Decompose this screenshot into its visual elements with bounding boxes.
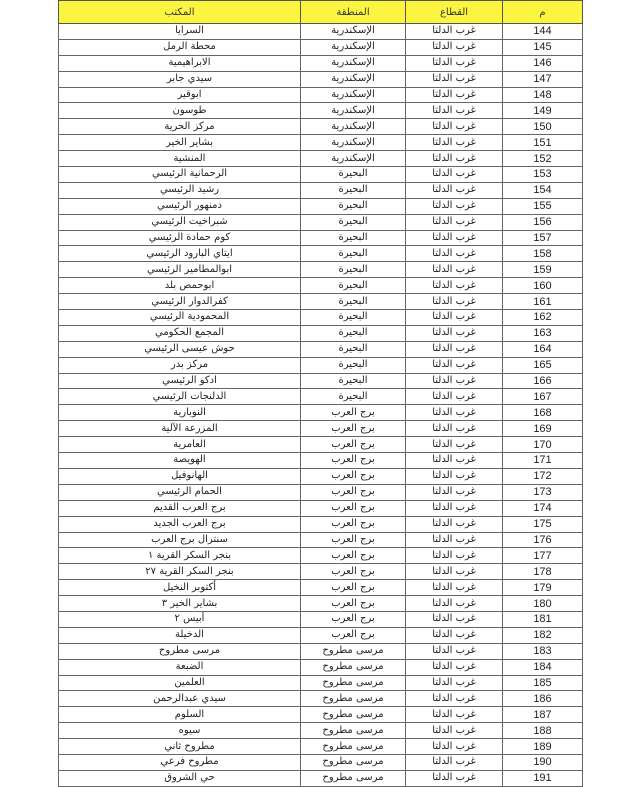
table-row bbox=[59, 532, 583, 548]
cell-region: البحيرة bbox=[301, 357, 406, 373]
cell-sector: غرب الدلتا bbox=[406, 294, 503, 310]
cell-num: 160 bbox=[503, 278, 583, 294]
cell-office: ابوالمطامير الرئيسي bbox=[59, 262, 301, 278]
cell-region: برج العرب bbox=[301, 564, 406, 580]
cell-sector: غرب الدلتا bbox=[406, 675, 503, 691]
cell-sector: غرب الدلتا bbox=[406, 198, 503, 214]
cell-num: 155 bbox=[503, 198, 583, 214]
cell-sector: غرب الدلتا bbox=[406, 262, 503, 278]
cell-num: 167 bbox=[503, 389, 583, 405]
table-row bbox=[59, 103, 583, 119]
cell-office: بنجر السكر القرية ١ bbox=[59, 548, 301, 564]
table-row bbox=[59, 71, 583, 87]
cell-office: الدلنجات الرئيسي bbox=[59, 389, 301, 405]
table-row bbox=[59, 405, 583, 421]
cell-office: ابوحمص بلد bbox=[59, 278, 301, 294]
cell-office: النوبارية bbox=[59, 405, 301, 421]
cell-sector: غرب الدلتا bbox=[406, 500, 503, 516]
cell-region: مرسى مطروح bbox=[301, 675, 406, 691]
cell-num: 175 bbox=[503, 516, 583, 532]
cell-region: برج العرب bbox=[301, 421, 406, 437]
cell-region: الإسكندرية bbox=[301, 24, 406, 40]
cell-office: مرسى مطروح bbox=[59, 643, 301, 659]
cell-region: برج العرب bbox=[301, 500, 406, 516]
cell-region: مرسى مطروح bbox=[301, 754, 406, 770]
cell-office: الضبعة bbox=[59, 659, 301, 675]
cell-sector: غرب الدلتا bbox=[406, 468, 503, 484]
cell-office: الدخيلة bbox=[59, 627, 301, 643]
cell-region: مرسى مطروح bbox=[301, 770, 406, 786]
table-row bbox=[59, 754, 583, 770]
cell-num: 159 bbox=[503, 262, 583, 278]
cell-num: 183 bbox=[503, 643, 583, 659]
cell-num: 169 bbox=[503, 421, 583, 437]
cell-num: 181 bbox=[503, 611, 583, 627]
cell-office: سيدي عبدالرحمن bbox=[59, 691, 301, 707]
header-region: المنطقة bbox=[301, 1, 406, 24]
cell-region: الإسكندرية bbox=[301, 71, 406, 87]
cell-num: 154 bbox=[503, 182, 583, 198]
header-sector: القطاع bbox=[406, 1, 503, 24]
cell-region: برج العرب bbox=[301, 437, 406, 453]
cell-office: ايتاي البارود الرئيسي bbox=[59, 246, 301, 262]
cell-region: برج العرب bbox=[301, 548, 406, 564]
cell-num: 191 bbox=[503, 770, 583, 786]
cell-office: أبيس ٢ bbox=[59, 611, 301, 627]
cell-office: السرايا bbox=[59, 24, 301, 40]
cell-num: 163 bbox=[503, 325, 583, 341]
cell-region: مرسى مطروح bbox=[301, 691, 406, 707]
cell-office: مركز بدر bbox=[59, 357, 301, 373]
table-row bbox=[59, 707, 583, 723]
cell-region: الإسكندرية bbox=[301, 151, 406, 167]
cell-sector: غرب الدلتا bbox=[406, 325, 503, 341]
cell-sector: غرب الدلتا bbox=[406, 278, 503, 294]
cell-office: المنشية bbox=[59, 151, 301, 167]
cell-office: طوسون bbox=[59, 103, 301, 119]
cell-sector: غرب الدلتا bbox=[406, 580, 503, 596]
cell-sector: غرب الدلتا bbox=[406, 532, 503, 548]
cell-num: 150 bbox=[503, 119, 583, 135]
table-row bbox=[59, 421, 583, 437]
cell-office: الهويصة bbox=[59, 453, 301, 469]
cell-num: 182 bbox=[503, 627, 583, 643]
cell-sector: غرب الدلتا bbox=[406, 310, 503, 326]
cell-sector: غرب الدلتا bbox=[406, 437, 503, 453]
table-row bbox=[59, 310, 583, 326]
cell-sector: غرب الدلتا bbox=[406, 39, 503, 55]
cell-num: 184 bbox=[503, 659, 583, 675]
table-row bbox=[59, 119, 583, 135]
cell-num: 165 bbox=[503, 357, 583, 373]
table-row bbox=[59, 278, 583, 294]
cell-office: ابوقير bbox=[59, 87, 301, 103]
cell-sector: غرب الدلتا bbox=[406, 341, 503, 357]
cell-sector: غرب الدلتا bbox=[406, 516, 503, 532]
cell-num: 144 bbox=[503, 24, 583, 40]
cell-region: الإسكندرية bbox=[301, 135, 406, 151]
cell-region: الإسكندرية bbox=[301, 103, 406, 119]
cell-office: الابراهيمية bbox=[59, 55, 301, 71]
cell-sector: غرب الدلتا bbox=[406, 739, 503, 755]
table-row bbox=[59, 564, 583, 580]
cell-num: 149 bbox=[503, 103, 583, 119]
cell-office: المزرعة الآلية bbox=[59, 421, 301, 437]
cell-sector: غرب الدلتا bbox=[406, 167, 503, 183]
cell-num: 146 bbox=[503, 55, 583, 71]
table-row bbox=[59, 739, 583, 755]
cell-num: 170 bbox=[503, 437, 583, 453]
table-row bbox=[59, 214, 583, 230]
cell-region: البحيرة bbox=[301, 182, 406, 198]
cell-office: أكتوبر النخيل bbox=[59, 580, 301, 596]
cell-office: المجمع الحكومي bbox=[59, 325, 301, 341]
cell-sector: غرب الدلتا bbox=[406, 754, 503, 770]
cell-office: برج العرب الجديد bbox=[59, 516, 301, 532]
cell-num: 164 bbox=[503, 341, 583, 357]
table-row bbox=[59, 691, 583, 707]
cell-office: مطروح ثاني bbox=[59, 739, 301, 755]
cell-sector: غرب الدلتا bbox=[406, 627, 503, 643]
cell-region: مرسى مطروح bbox=[301, 643, 406, 659]
cell-sector: غرب الدلتا bbox=[406, 548, 503, 564]
cell-sector: غرب الدلتا bbox=[406, 611, 503, 627]
cell-num: 189 bbox=[503, 739, 583, 755]
cell-region: برج العرب bbox=[301, 516, 406, 532]
cell-office: حي الشروق bbox=[59, 770, 301, 786]
table-row bbox=[59, 484, 583, 500]
cell-region: البحيرة bbox=[301, 198, 406, 214]
cell-office: شبراخيت الرئيسي bbox=[59, 214, 301, 230]
cell-sector: غرب الدلتا bbox=[406, 135, 503, 151]
cell-region: البحيرة bbox=[301, 214, 406, 230]
cell-num: 190 bbox=[503, 754, 583, 770]
cell-region: مرسى مطروح bbox=[301, 659, 406, 675]
cell-num: 145 bbox=[503, 39, 583, 55]
cell-region: الإسكندرية bbox=[301, 87, 406, 103]
table-row bbox=[59, 389, 583, 405]
cell-num: 178 bbox=[503, 564, 583, 580]
cell-sector: غرب الدلتا bbox=[406, 373, 503, 389]
cell-sector: غرب الدلتا bbox=[406, 87, 503, 103]
table-row bbox=[59, 516, 583, 532]
table-body bbox=[59, 24, 583, 787]
cell-num: 174 bbox=[503, 500, 583, 516]
cell-region: برج العرب bbox=[301, 405, 406, 421]
cell-region: برج العرب bbox=[301, 627, 406, 643]
cell-sector: غرب الدلتا bbox=[406, 103, 503, 119]
cell-sector: غرب الدلتا bbox=[406, 453, 503, 469]
cell-num: 180 bbox=[503, 596, 583, 612]
cell-num: 156 bbox=[503, 214, 583, 230]
table-row bbox=[59, 611, 583, 627]
cell-num: 151 bbox=[503, 135, 583, 151]
cell-region: برج العرب bbox=[301, 468, 406, 484]
table-row bbox=[59, 596, 583, 612]
cell-region: البحيرة bbox=[301, 373, 406, 389]
cell-sector: غرب الدلتا bbox=[406, 643, 503, 659]
cell-sector: غرب الدلتا bbox=[406, 151, 503, 167]
table-row bbox=[59, 87, 583, 103]
table-row bbox=[59, 39, 583, 55]
cell-region: البحيرة bbox=[301, 389, 406, 405]
cell-region: البحيرة bbox=[301, 278, 406, 294]
table-row bbox=[59, 468, 583, 484]
table-row bbox=[59, 675, 583, 691]
cell-office: الحمام الرئيسي bbox=[59, 484, 301, 500]
table-row bbox=[59, 151, 583, 167]
table-row bbox=[59, 341, 583, 357]
cell-num: 185 bbox=[503, 675, 583, 691]
cell-sector: غرب الدلتا bbox=[406, 55, 503, 71]
cell-sector: غرب الدلتا bbox=[406, 119, 503, 135]
table-row bbox=[59, 357, 583, 373]
cell-office: العلمين bbox=[59, 675, 301, 691]
table-row bbox=[59, 198, 583, 214]
cell-sector: غرب الدلتا bbox=[406, 182, 503, 198]
cell-sector: غرب الدلتا bbox=[406, 421, 503, 437]
cell-region: مرسى مطروح bbox=[301, 723, 406, 739]
cell-region: البحيرة bbox=[301, 230, 406, 246]
cell-num: 166 bbox=[503, 373, 583, 389]
cell-num: 161 bbox=[503, 294, 583, 310]
cell-office: بشاير الخير ٣ bbox=[59, 596, 301, 612]
table-row bbox=[59, 723, 583, 739]
cell-sector: غرب الدلتا bbox=[406, 357, 503, 373]
table-row bbox=[59, 373, 583, 389]
cell-num: 172 bbox=[503, 468, 583, 484]
cell-sector: غرب الدلتا bbox=[406, 770, 503, 786]
table-row bbox=[59, 580, 583, 596]
cell-office: ادكو الرئيسي bbox=[59, 373, 301, 389]
cell-office: الرحمانية الرئيسي bbox=[59, 167, 301, 183]
cell-region: البحيرة bbox=[301, 341, 406, 357]
cell-region: الإسكندرية bbox=[301, 39, 406, 55]
cell-office: المحمودية الرئيسي bbox=[59, 310, 301, 326]
cell-region: البحيرة bbox=[301, 167, 406, 183]
cell-office: دمنهور الرئيسي bbox=[59, 198, 301, 214]
cell-office: محطة الرمل bbox=[59, 39, 301, 55]
cell-office: الهانوفيل bbox=[59, 468, 301, 484]
cell-region: مرسى مطروح bbox=[301, 739, 406, 755]
cell-num: 179 bbox=[503, 580, 583, 596]
table-row bbox=[59, 643, 583, 659]
header-office: المكتب bbox=[59, 1, 301, 24]
cell-office: السلوم bbox=[59, 707, 301, 723]
table-row bbox=[59, 55, 583, 71]
cell-num: 162 bbox=[503, 310, 583, 326]
cell-num: 157 bbox=[503, 230, 583, 246]
cell-sector: غرب الدلتا bbox=[406, 691, 503, 707]
cell-region: البحيرة bbox=[301, 294, 406, 310]
cell-num: 148 bbox=[503, 87, 583, 103]
cell-num: 176 bbox=[503, 532, 583, 548]
cell-office: مركز الحرية bbox=[59, 119, 301, 135]
cell-office: بنجر السكر القرية ٢٧ bbox=[59, 564, 301, 580]
cell-sector: غرب الدلتا bbox=[406, 596, 503, 612]
table-row bbox=[59, 453, 583, 469]
cell-office: سيدي جابر bbox=[59, 71, 301, 87]
cell-sector: غرب الدلتا bbox=[406, 659, 503, 675]
cell-office: سيوه bbox=[59, 723, 301, 739]
cell-sector: غرب الدلتا bbox=[406, 24, 503, 40]
cell-num: 153 bbox=[503, 167, 583, 183]
cell-office: بشاير الخير bbox=[59, 135, 301, 151]
header-num: م bbox=[503, 1, 583, 24]
cell-num: 173 bbox=[503, 484, 583, 500]
cell-region: برج العرب bbox=[301, 484, 406, 500]
cell-sector: غرب الدلتا bbox=[406, 405, 503, 421]
table-row bbox=[59, 230, 583, 246]
cell-region: برج العرب bbox=[301, 532, 406, 548]
table-row bbox=[59, 262, 583, 278]
table-row bbox=[59, 246, 583, 262]
cell-num: 177 bbox=[503, 548, 583, 564]
cell-num: 171 bbox=[503, 453, 583, 469]
cell-office: حوش عيسى الرئيسي bbox=[59, 341, 301, 357]
cell-region: البحيرة bbox=[301, 246, 406, 262]
cell-sector: غرب الدلتا bbox=[406, 230, 503, 246]
cell-region: برج العرب bbox=[301, 596, 406, 612]
cell-office: سنترال برج العرب bbox=[59, 532, 301, 548]
cell-office: برج العرب القديم bbox=[59, 500, 301, 516]
cell-num: 187 bbox=[503, 707, 583, 723]
cell-sector: غرب الدلتا bbox=[406, 723, 503, 739]
table-row bbox=[59, 627, 583, 643]
cell-office: كفرالدوار الرئيسي bbox=[59, 294, 301, 310]
cell-num: 152 bbox=[503, 151, 583, 167]
cell-num: 188 bbox=[503, 723, 583, 739]
cell-region: الإسكندرية bbox=[301, 55, 406, 71]
table-row bbox=[59, 24, 583, 40]
table-row bbox=[59, 294, 583, 310]
table-row bbox=[59, 182, 583, 198]
offices-table bbox=[58, 0, 583, 787]
cell-region: البحيرة bbox=[301, 262, 406, 278]
cell-region: برج العرب bbox=[301, 611, 406, 627]
cell-region: البحيرة bbox=[301, 325, 406, 341]
cell-num: 147 bbox=[503, 71, 583, 87]
table-row bbox=[59, 167, 583, 183]
cell-office: رشيد الرئيسي bbox=[59, 182, 301, 198]
header-row bbox=[59, 1, 583, 24]
cell-num: 186 bbox=[503, 691, 583, 707]
table-row bbox=[59, 548, 583, 564]
table-row bbox=[59, 500, 583, 516]
cell-num: 168 bbox=[503, 405, 583, 421]
cell-sector: غرب الدلتا bbox=[406, 214, 503, 230]
cell-region: برج العرب bbox=[301, 580, 406, 596]
cell-office: كوم حمادة الرئيسي bbox=[59, 230, 301, 246]
cell-region: برج العرب bbox=[301, 453, 406, 469]
table-row bbox=[59, 135, 583, 151]
cell-sector: غرب الدلتا bbox=[406, 564, 503, 580]
cell-sector: غرب الدلتا bbox=[406, 71, 503, 87]
cell-sector: غرب الدلتا bbox=[406, 389, 503, 405]
cell-sector: غرب الدلتا bbox=[406, 484, 503, 500]
cell-num: 158 bbox=[503, 246, 583, 262]
cell-region: البحيرة bbox=[301, 310, 406, 326]
cell-sector: غرب الدلتا bbox=[406, 707, 503, 723]
cell-sector: غرب الدلتا bbox=[406, 246, 503, 262]
cell-office: العامرية bbox=[59, 437, 301, 453]
cell-region: الإسكندرية bbox=[301, 119, 406, 135]
cell-office: مطروح فرعي bbox=[59, 754, 301, 770]
table-row bbox=[59, 437, 583, 453]
cell-region: مرسى مطروح bbox=[301, 707, 406, 723]
table-row bbox=[59, 325, 583, 341]
table-row bbox=[59, 659, 583, 675]
